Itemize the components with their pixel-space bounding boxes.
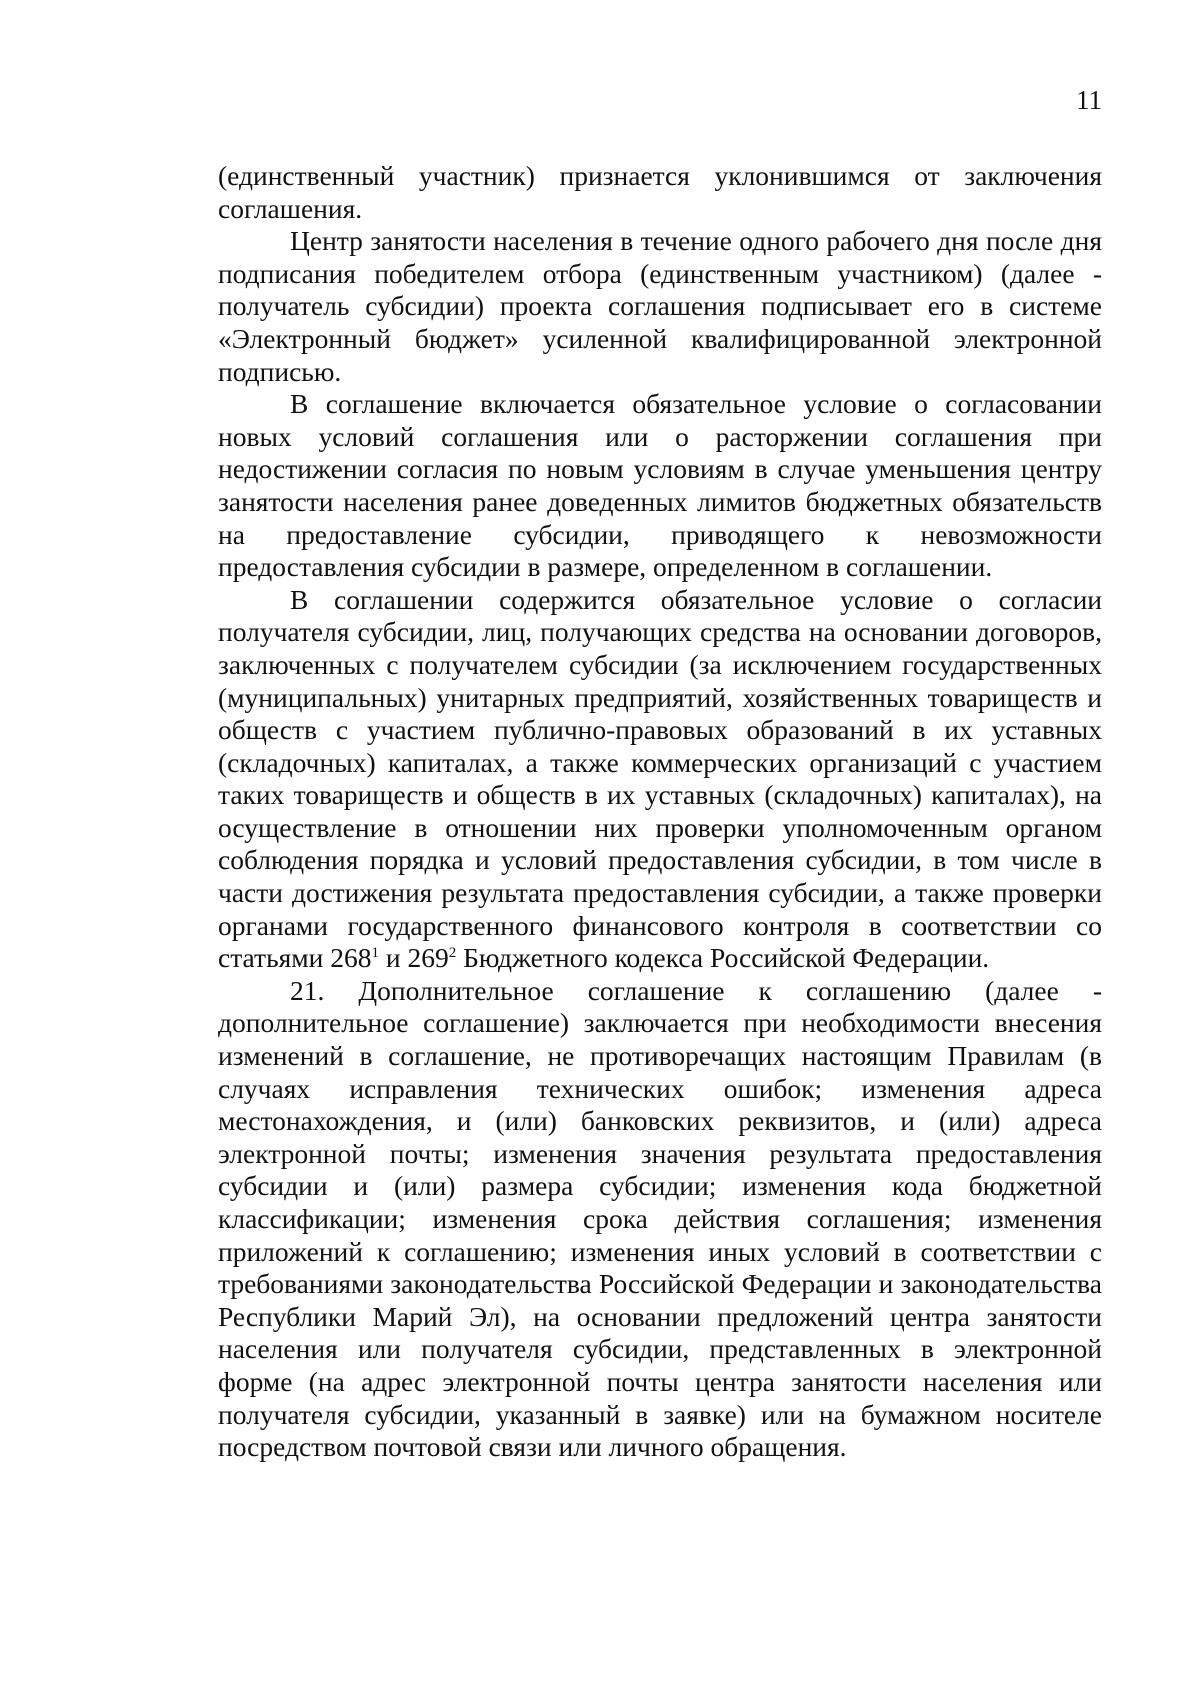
- paragraph-signing: Центр занятости населения в течение одного рабочего дня после дня подписания победителем отбора (единственным участником) (далее - получатель субсидии) проекта соглашения подписывает его в системе «Электронный бюджет» усиленной квалифицированной электронной подписью.: [218, 225, 1102, 387]
- paragraph-continuation: (единственный участник) признается уклонившимся от заключения соглашения.: [218, 160, 1102, 224]
- paragraph-21-additional-agreement: 21. Дополнительное соглашение к соглашению (далее - дополнительное соглашение) заключается при необходимости внесения изменений в соглашение, не противоречащих настоящим Правилам (в случаях исправления технических ошибок; изменения адреса местонахождения, и (или) банковских реквизитов, и (или) адреса электронной почты; изменения значения результата предоставления субсидии и (или) размера субсидии; изменения кода бюджетной классификации; изменения срока действия соглашения; изменения приложений к соглашению; изменения иных условий в соответствии с требованиями законодательства Российской Федерации и законодательства Республики Марий Эл), на основании предложений центра занятости населения или получателя субсидии, представленных в электронной форме (на адрес электронной почты центра занятости населения или получателя субсидии, указанный в заявке) или на бумажном носителе посредством почтовой связи или личного обращения.: [218, 974, 1102, 1463]
- footnote-sup-1: 1: [371, 945, 380, 962]
- consent-text-before: В соглашении содержится обязательное условие о согласии получателя субсидии, лиц, получающих средства на основании договоров, заключенных с получателем субсидии (за исключением государственных (муниципальных) унитарных предприятий, хозяйственных товариществ и обществ с участием публично-правовых образований в их уставных (складочных) капиталах, а также коммерческих организаций с участием таких товариществ и обществ в их уставных (складочных) капиталах), на осуществление в отношении них проверки уполномоченным органом соблюдения порядка и условий предоставления субсидии, в том числе в части достижения результата предоставления субсидии, а также проверки органами государственного финансового контроля в соответствии со статьями 268: [218, 583, 1102, 974]
- footnote-sup-2: 2: [448, 945, 457, 962]
- consent-text-after: Бюджетного кодекса Российской Федерации.: [456, 942, 990, 974]
- paragraph-consent-condition: [218, 584, 1102, 975]
- page-number: 11: [1076, 85, 1102, 115]
- document-body: [218, 160, 1102, 1464]
- consent-text-middle: и 269: [379, 942, 449, 974]
- paragraph-mandatory-condition: В соглашение включается обязательное условие о согласовании новых условий соглашения или о расторжении соглашения при недостижении согласия по новым условиям в случае уменьшения центру занятости населения ранее доведенных лимитов бюджетных обязательств на предоставление субсидии, приводящего к невозможности предоставления субсидии в размере, определенном в соглашении.: [218, 388, 1102, 583]
